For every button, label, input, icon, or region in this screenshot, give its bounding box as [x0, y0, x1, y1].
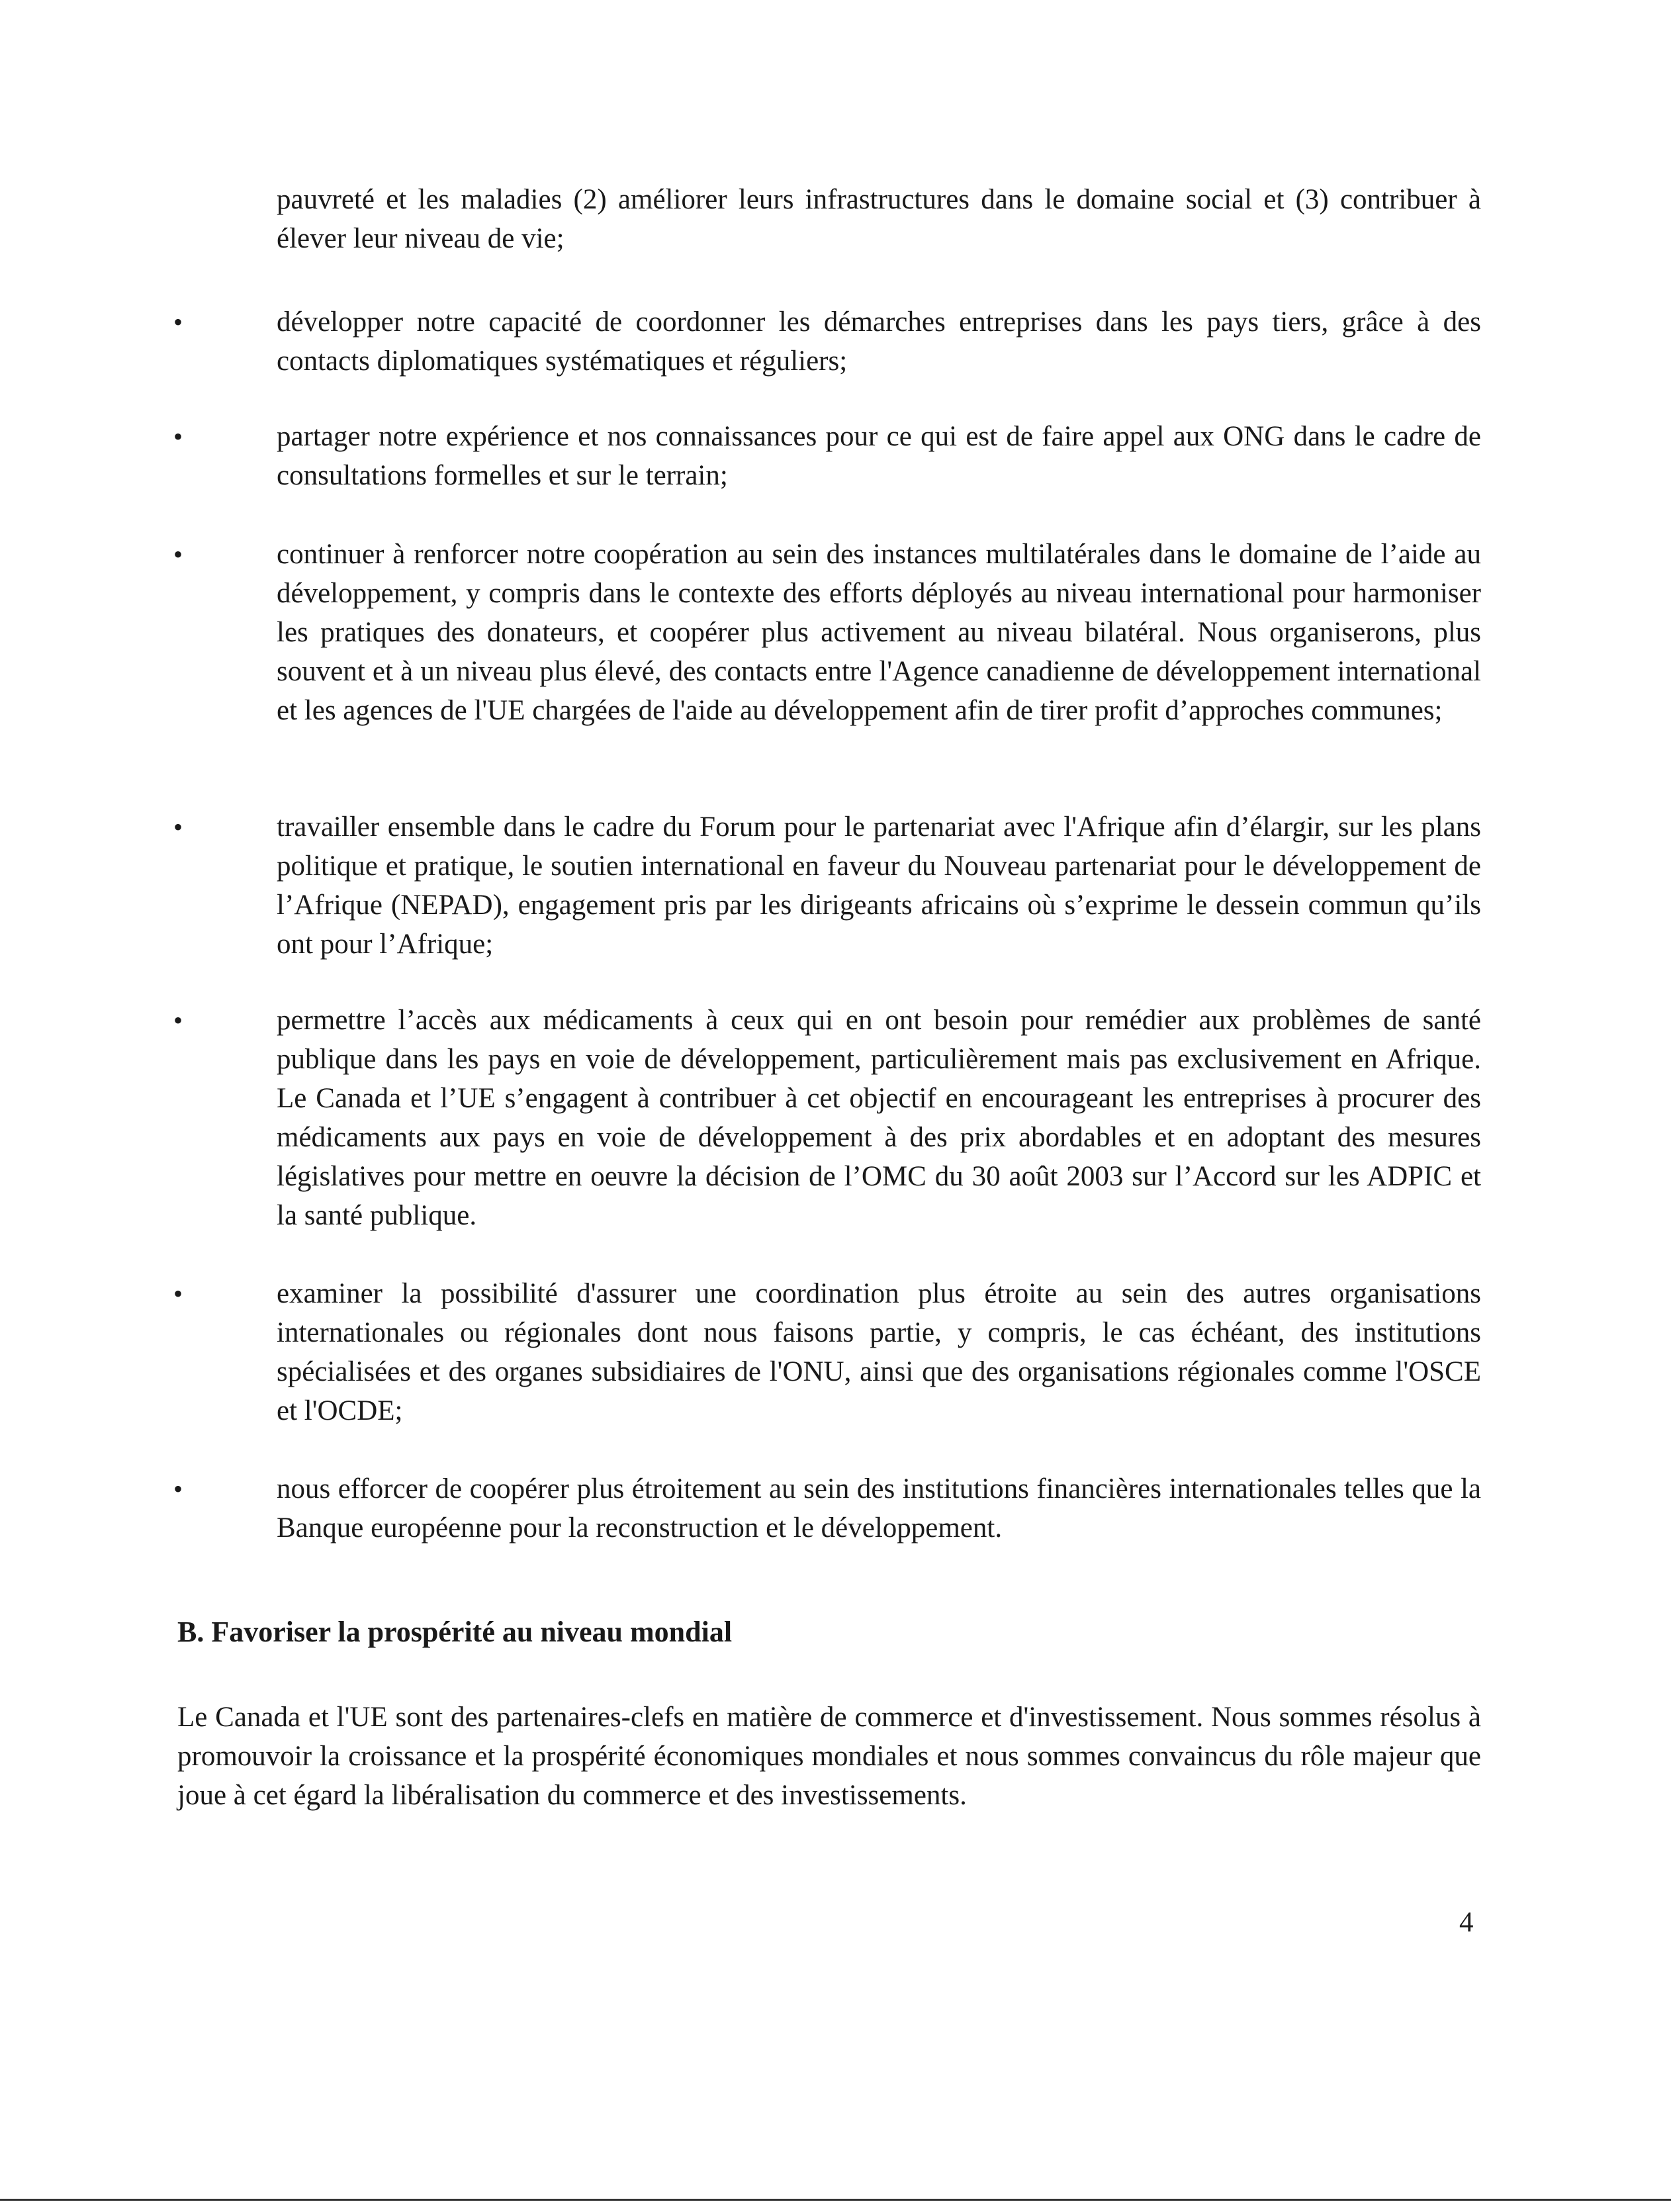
section-heading: B. Favoriser la prospérité au niveau mondial	[177, 1616, 733, 1648]
bullet-icon: •	[173, 1005, 183, 1035]
section-paragraph: Le Canada et l'UE sont des partenaires-clefs en matière de commerce et d'investissement. Nous sommes résolus à promouvoir la croissance et la prospérité économiques mondiales et nous sommes convaincus du rôle majeur que joue à cet égard la libéralisation du commerce et des investissements.	[177, 1702, 1481, 1811]
list-item-text: partager notre expérience et nos connaissances pour ce qui est de faire appel aux ONG dans le cadre de consultations formelles et sur le terrain;	[277, 421, 1481, 491]
scan-edge-divider	[0, 2199, 1671, 2201]
bullet-icon: •	[173, 1279, 183, 1309]
bullet-icon: •	[173, 539, 183, 569]
list-item-text: continuer à renforcer notre coopération au sein des instances multilatérales dans le domaine de l’aide au développement, y compris dans le contexte des efforts déployés au niveau international pour harmoniser les pratiques des donateurs, et coopérer plus activement au niveau bilatéral. Nous organiserons, plus souvent et à un niveau plus élevé, des contacts entre l'Agence canadienne de développement international et les agences de l'UE chargées de l'aide au développement afin de tirer profit d’approches communes;	[277, 539, 1481, 726]
bullet-icon: •	[173, 812, 183, 842]
bullet-icon: •	[173, 422, 183, 451]
list-item-text: pauvreté et les maladies (2) améliorer leurs infrastructures dans le domaine social et (3) contribuer à élever leur niveau de vie;	[277, 184, 1481, 254]
list-item-text: examiner la possibilité d'assurer une coordination plus étroite au sein des autres organisations internationales ou régionales dont nous faisons partie, y compris, le cas échéant, des institutions spécialisées et des organes subsidiaires de l'ONU, ainsi que des organisations régionales comme l'OSCE et l'OCDE;	[277, 1278, 1481, 1426]
list-item-text: nous efforcer de coopérer plus étroitement au sein des institutions financières internationales telles que la Banque européenne pour la reconstruction et le développement.	[277, 1473, 1481, 1544]
bullet-icon: •	[173, 307, 183, 337]
list-item-text: travailler ensemble dans le cadre du Forum pour le partenariat avec l'Afrique afin d’élargir, sur les plans politique et pratique, le soutien international en faveur du Nouveau partenariat pour le développement de l’Afrique (NEPAD), engagement pris par les dirigeants africains où s’exprime le dessein commun qu’ils ont pour l’Afrique;	[277, 811, 1481, 960]
page-number: 4	[1459, 1907, 1474, 1938]
list-item-text: permettre l’accès aux médicaments à ceux qui en ont besoin pour remédier aux problèmes de santé publique dans les pays en voie de développement, particulièrement mais pas exclusivement en Afrique. Le Canada et l’UE s’engagent à contribuer à cet objectif en encourageant les entreprises à procurer des médicaments aux pays en voie de développement à des prix abordables et en adoptant des mesures législatives pour mettre en oeuvre la décision de l’OMC du 30 août 2003 sur l’Accord sur les ADPIC et la santé publique.	[277, 1005, 1481, 1231]
bullet-icon: •	[173, 1474, 183, 1504]
list-item-text: développer notre capacité de coordonner les démarches entreprises dans les pays tiers, grâce à des contacts diplomatiques systématiques et réguliers;	[277, 306, 1481, 377]
